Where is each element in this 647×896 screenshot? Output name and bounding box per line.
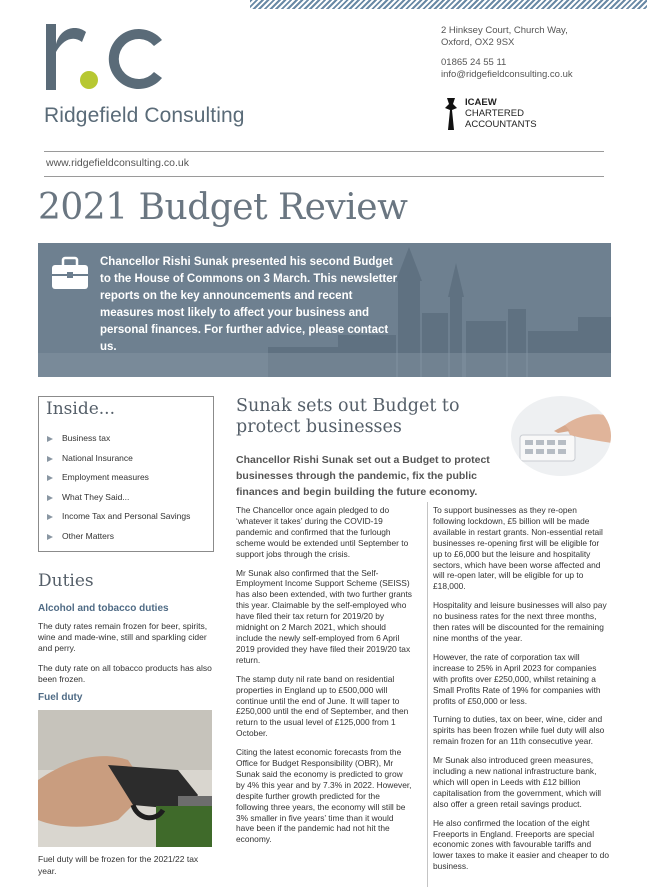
subheading-fuel-duty: Fuel duty [38,692,83,703]
paragraph: Mr Sunak also confirmed that the Self-Employment Income Support Scheme (SEISS) has also been extended, with two further grants this year. Claimable by the self-employed who have filed their tax return for 2019/20 by midnight on 2 March 2021, which should include the newly self-employed from 6 April 2019 provided they have filed their 2019/20 tax return. [236,567,412,665]
subheading-alcohol-tobacco: Alcohol and tobacco duties [38,603,169,614]
paragraph: The stamp duty nil rate band on residential properties in England up to £500,000 will continue until the end of June. It will taper to £250,000 until the end of September, and then return to the usual level of £125,000 from 1 October. [236,673,409,739]
paragraph: Hospitality and leisure businesses will also pay no business rates for the next three months, then rates will be discounted for the remaining nine months of the year. [433,600,607,643]
brand-name: Ridgefield Consulting [44,104,245,127]
intro-banner [38,243,611,377]
contact-block [441,25,573,81]
page-title: 2021 Budget Review [38,187,408,228]
photo-caption: Fuel duty will be frozen for the 2021/22 tax year. [38,854,199,876]
logo-icon [44,18,169,100]
address-line: Oxford, OX2 9SX [441,37,515,48]
triangle-bullet-icon [47,475,53,481]
triangle-bullet-icon [47,456,53,462]
triangle-bullet-icon [47,534,53,540]
contents-item[interactable]: What They Said... [47,492,190,512]
article-column-2 [433,505,609,880]
paragraph: The duty rates remain frozen for beer, spirits, wine and made-wine, still and sparkling cider and perry. [38,621,208,653]
fuel-pump-photo [38,710,212,847]
contents-item[interactable]: Other Matters [47,531,190,551]
inside-title: Inside... [46,399,115,419]
paragraph: However, the rate of corporation tax will increase to 25% in April 2023 for companies with profits over £250,000, whilst retaining a Small Profits Rate of 19% for companies with profits of £50,000 or less. [433,651,601,706]
contents-list [47,433,190,550]
header-divider [44,151,604,152]
article-heading: Sunak sets out Budget to protect businesses [236,396,460,437]
column-divider [427,502,428,887]
briefcase-icon [50,255,90,291]
triangle-bullet-icon [47,514,53,520]
paragraph: Turning to duties, tax on beer, wine, cider and spirits has been frozen while fuel duty will also remain frozen for an 11th consecutive year. [433,714,605,747]
contents-item[interactable]: Income Tax and Personal Savings [47,511,190,531]
paragraph: The duty rate on all tobacco products has also been frozen. [38,663,212,684]
paragraph: Citing the latest economic forecasts from the Office for Budget Responsibility (OBR), Mr Sunak said the economy is predicted to grow by 4% this year and by 7.3% in 2022. However, despite further growth predicted for the following three years, the economy will still be 3% smaller in five years’ time than it would have been if the pandemic had not hit the economy. [236,747,412,845]
contents-item[interactable]: Employment measures [47,472,190,492]
paragraph: Mr Sunak also introduced green measures, including a new national infrastructure bank, which will open in Leeds with £12 billion capitalisation from the government, which will also offer a green retail savings product. [433,755,602,809]
website-link[interactable]: www.ridgefieldconsulting.co.uk [46,157,189,169]
icaew-logo-icon [441,96,461,132]
paragraph: The Chancellor once again pledged to do ‘whatever it takes’ during the COVID-19 pandemic and confirmed that the furlough scheme would be extended until September to support jobs through the crisis. [236,505,409,559]
section-heading-duties: Duties [38,571,94,591]
header-hatch-decoration [250,0,647,9]
paragraph: He also confirmed the location of the eight Freeports in England. Freeports are special economic zones with favourable tariffs and lower taxes to make it easier and cheaper to do business. [433,817,609,872]
article-column-1 [236,505,412,853]
header-divider [44,176,604,177]
inside-contents-box [38,396,214,552]
phone-number: 01865 24 55 11 [441,57,507,68]
calculator-photo [510,395,612,477]
contents-item[interactable]: Business tax [47,433,190,453]
triangle-bullet-icon [47,495,53,501]
article-lede: Chancellor Rishi Sunak set out a Budget to protect businesses through the pandemic, fix the public finances and begin building the future economy. [236,454,490,498]
icaew-label: ICAEW CHARTERED ACCOUNTANTS [465,97,537,130]
banner-text: Chancellor Rishi Sunak presented his second Budget to the House of Commons on 3 March. This newsletter reports on the key announcements and recent measures most likely to affect your business and personal finances. For further advice, please contact us. [100,256,398,353]
contents-item[interactable]: National Insurance [47,453,190,473]
triangle-bullet-icon [47,436,53,442]
email-link[interactable]: info@ridgefieldconsulting.co.uk [441,69,573,80]
address-line: 2 Hinksey Court, Church Way, [441,25,568,36]
paragraph: To support businesses as they re-open following lockdown, £5 billion will be made available in restart grants. Non-essential retail businesses re-opening first will be eligible for up to £6,000 but the leisure and hospitality sectors, which have been worse affected and will re-open later, will be eligible for up to £18,000. [433,505,603,592]
